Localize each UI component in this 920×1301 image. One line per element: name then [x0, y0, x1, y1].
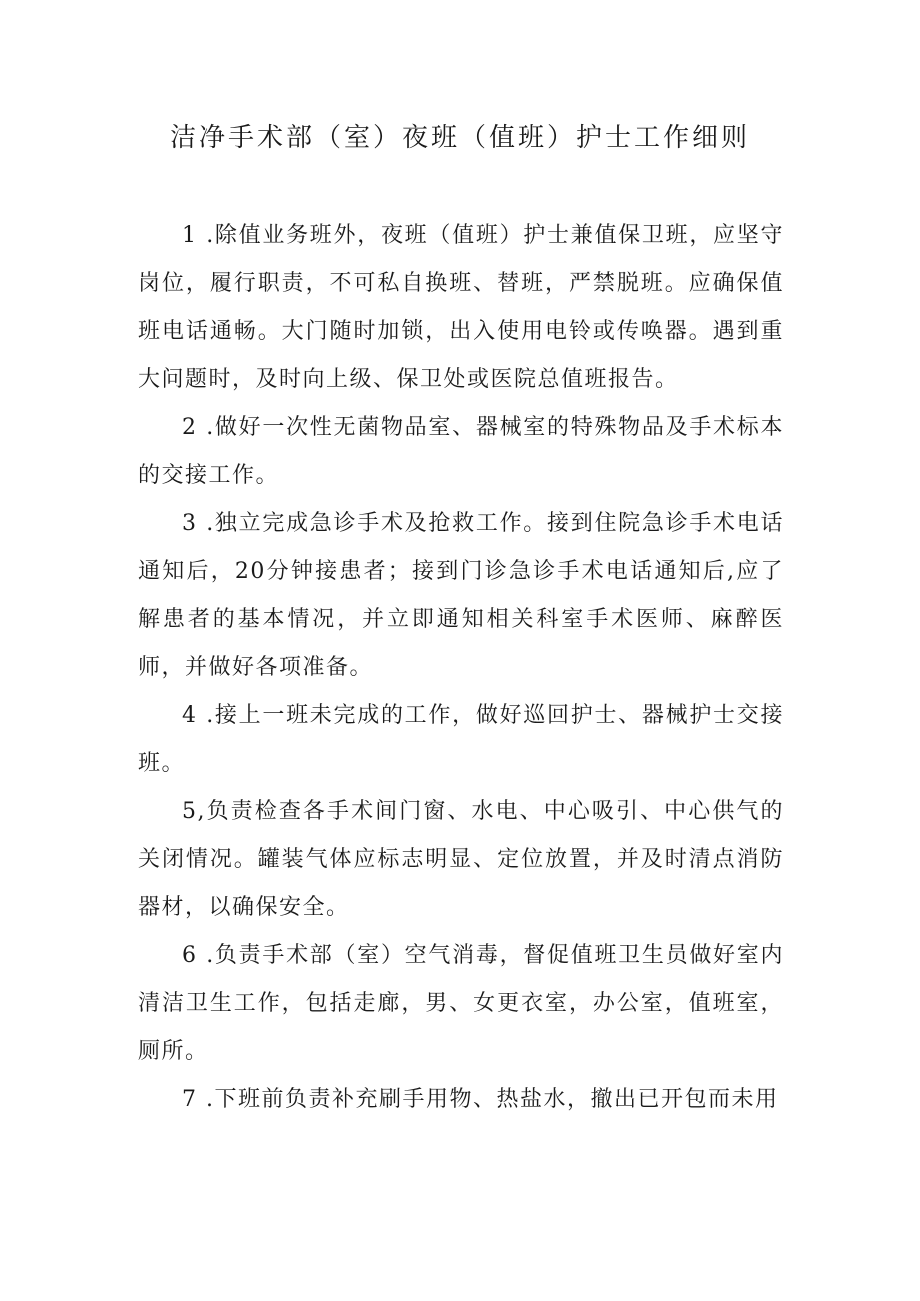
document-title: 洁净手术部（室）夜班（值班）护士工作细则	[169, 123, 750, 153]
paragraph-1: 1 .除值业务班外，夜班（值班）护士兼值保卫班，应坚守岗位，履行职责，不可私自换班、替班，严禁脱班。应确保值班电话通畅。大门随时加锁，出入使用电铃或传唤器。遇到重大问题时，及时向上级、保卫处或医院总值班报告。	[138, 223, 784, 392]
paragraph-2: 2 .做好一次性无菌物品室、器械室的特殊物品及手术标本的交接工作。	[138, 415, 784, 488]
paragraph-5: 5,负责检查各手术间门窗、水电、中心吸引、中心供气的关闭情况。罐装气体应标志明显、定位放置，并及时清点消防器材，以确保安全。	[138, 799, 784, 920]
paragraph-4: 4 .接上一班未完成的工作，做好巡回护士、器械护士交接班。	[138, 703, 784, 776]
paragraph-6: 6 .负责手术部（室）空气消毒，督促值班卫生员做好室内清洁卫生工作，包括走廊，男、女更衣室，办公室，值班室，厕所。	[138, 943, 784, 1064]
paragraph-7: 7 .下班前负责补充刷手用物、热盐水，撤出已开包而未用	[182, 1087, 779, 1112]
paragraph-3: 3 .独立完成急诊手术及抢救工作。接到住院急诊手术电话通知后，20分钟接患者；接到门诊急诊手术电话通知后,应了解患者的基本情况，并立即通知相关科室手术医师、麻醉医师，并做好各项准备。	[138, 511, 784, 680]
document-body	[138, 212, 784, 1124]
